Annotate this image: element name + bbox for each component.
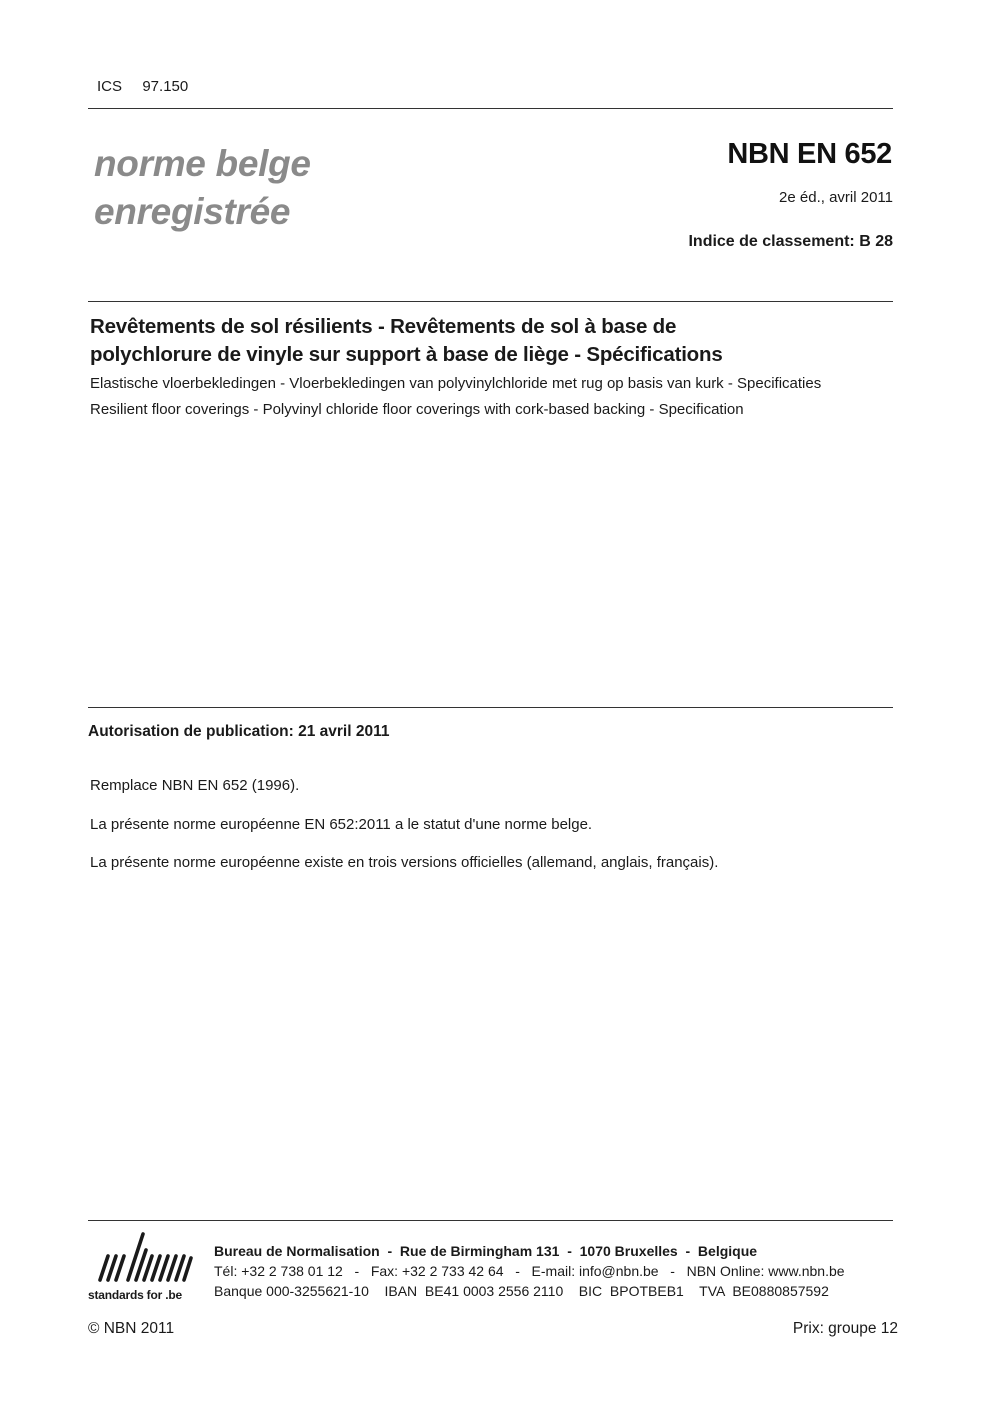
- title-french-line-2: polychlorure de vinyle sur support à base de liège - Spécifications: [90, 343, 723, 366]
- body-divider: [88, 707, 893, 708]
- footer-divider: [88, 1220, 893, 1221]
- nbn-logo-mark: [88, 1228, 203, 1286]
- paragraph-replaces: Remplace NBN EN 652 (1996).: [90, 777, 300, 794]
- standard-number: NBN EN 652: [727, 138, 892, 170]
- category-line-2: enregistrée: [94, 191, 291, 232]
- classification-index: Indice de classement: B 28: [688, 233, 893, 250]
- document-category: [94, 140, 311, 236]
- edition-date: 2e éd., avril 2011: [779, 189, 893, 206]
- footer-bank-details: Banque 000-3255621-10 IBAN BE41 0003 2556 2110 BIC BPOTBEB1 TVA BE0880857592: [214, 1283, 829, 1299]
- header-divider: [88, 108, 893, 109]
- title-english: Resilient floor coverings - Polyvinyl chloride floor coverings with cork-based backing - Specification: [90, 401, 744, 418]
- footer-contact-block: [214, 1241, 845, 1301]
- paragraph-versions: La présente norme européenne existe en trois versions officielles (allemand, anglais, français).: [90, 854, 719, 871]
- title-french-line-1: Revêtements de sol résilients - Revêtements de sol à base de: [90, 315, 677, 338]
- nbn-logo: [88, 1228, 203, 1308]
- category-line-1: norme belge: [94, 143, 311, 184]
- logo-caption: standards for .be: [88, 1288, 182, 1302]
- footer-address: Bureau de Normalisation - Rue de Birmingham 131 - 1070 Bruxelles - Belgique: [214, 1243, 758, 1259]
- title-dutch: Elastische vloerbekledingen - Vloerbekledingen van polyvinylchloride met rug op basis van kurk - Specificaties: [90, 375, 822, 392]
- publication-authorisation: Autorisation de publication: 21 avril 2011: [88, 723, 390, 740]
- copyright: © NBN 2011: [88, 1320, 175, 1337]
- ics-code: ICS 97.150: [97, 78, 189, 95]
- title-divider: [88, 301, 893, 302]
- footer-contacts: Tél: +32 2 738 01 12 - Fax: +32 2 733 42 64 - E-mail: info@nbn.be - NBN Online: www.nbn.be: [214, 1263, 845, 1279]
- paragraph-status: La présente norme européenne EN 652:2011 a le statut d'une norme belge.: [90, 816, 593, 833]
- title-french: [90, 313, 890, 369]
- price-group: Prix: groupe 12: [792, 1320, 898, 1337]
